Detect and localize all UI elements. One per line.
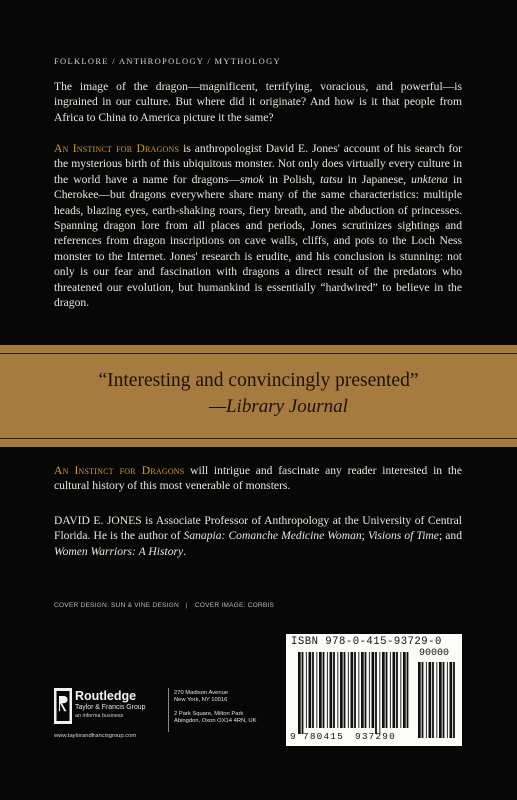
book-reference: Women Warriors: A History — [54, 544, 184, 558]
barcode-digit-lead: 9 — [290, 731, 297, 742]
book-title-highlight: An Instinct for Dragons — [54, 142, 180, 155]
barcode-bar — [316, 652, 317, 728]
barcode-bar — [302, 652, 304, 734]
barcode-bar — [365, 652, 367, 728]
barcode-bar — [327, 652, 328, 728]
book-reference: Sanapia: Comanche Medicine Woman — [183, 529, 362, 543]
barcode-bar — [443, 662, 445, 738]
barcode-bar — [426, 662, 427, 738]
book-title-highlight: An Instinct for Dragons — [54, 464, 185, 477]
barcode-bar — [418, 662, 421, 738]
price-code: 90000 — [419, 648, 450, 659]
review-source: —Library Journal — [209, 396, 348, 417]
publisher-url[interactable]: www.taylorandfrancisgroup.com — [54, 733, 137, 739]
author-bio: DAVID E. JONES is Associate Professor of Anthropology at the University of Central Florida. He is the author of Sanapia: Comanche Medicine Woman; Visions of Time; and Women Warriors: A History. — [54, 514, 462, 558]
genre-label: FOLKLORE / ANTHROPOLOGY / MYTHOLOGY — [54, 56, 281, 66]
barcode-bar — [323, 652, 325, 728]
barcode-bar — [450, 662, 453, 738]
description-paragraph: An Instinct for Dragons is anthropologist David E. Jones' account of his search for the mysterious birth of this ubiquitous monster. Not only does virtually every culture in the world have a name for dragons—smok in Polish, tatsu in Japanese, unktena in Cherokee—but dragons everywhere share many of the same characteristics: multiple heads, blazing eyes, earth-shaking roars, fiery breath, and the abduction of princesses. Spanning dragon lore from all places and periods, Jones scrutinizes sightings and references from dragon inscriptions on cave walls, cliffs, and pots to the Loch Ness monster to the Internet. Jones' research is erudite, and his conclusion is stunning: not only is our fear and fascination with dragons a direct result of the predators who threatened our evolution, but humankind is essentially “hardwired” to believe in the dragon. — [54, 142, 462, 310]
barcode-bar — [439, 662, 442, 738]
closing-paragraph: An Instinct for Dragons will intrigue and fascinate any reader interested in the cultural history of this most venerable of monsters. — [54, 464, 462, 493]
barcode-bar — [369, 652, 370, 728]
barcode-bar — [436, 662, 437, 738]
barcode-bar — [447, 662, 448, 738]
barcode-bar — [400, 652, 401, 728]
cover-image-credit: COVER IMAGE: CORBIS — [194, 602, 275, 609]
barcode-bar — [379, 652, 380, 734]
book-reference: Visions of Time — [367, 529, 439, 543]
barcode-bar — [372, 652, 375, 728]
credit-separator: | — [185, 602, 188, 609]
publisher-group: Taylor & Francis Group — [75, 704, 146, 711]
barcode-bar — [375, 652, 377, 734]
publisher-address-uk: 2 Park Square, Milton Park Abingdon, Oxon OX14 4RN, UK — [174, 711, 257, 725]
review-quote: “Interesting and convincingly presented” — [98, 370, 419, 391]
barcode-bar — [351, 652, 354, 728]
barcode-bar — [386, 652, 388, 728]
barcode-bar — [403, 652, 406, 728]
barcode-bar — [298, 652, 301, 734]
routledge-logo-icon — [54, 688, 72, 724]
barcode-bar — [344, 652, 346, 728]
barcode-bar — [333, 652, 335, 728]
barcode-bar — [382, 652, 385, 728]
barcode-icon — [286, 634, 462, 746]
barcode-bar — [348, 652, 349, 728]
barcode-bar — [407, 652, 409, 728]
barcode-bar — [309, 652, 312, 728]
barcode-box — [286, 634, 462, 746]
barcode-bar — [354, 652, 356, 728]
publisher-address-us: 270 Madison Avenue New York, NY 10016 — [174, 690, 229, 704]
barcode-bar — [396, 652, 398, 728]
foreign-word: smok — [239, 172, 264, 186]
foreign-word: unktena — [411, 172, 448, 186]
publisher-divider — [168, 688, 169, 732]
isbn-label: ISBN 978-0-415-93729-0 — [291, 636, 442, 648]
barcode-bar — [361, 652, 364, 728]
publisher-name: Routledge — [75, 689, 137, 703]
foreign-word: tatsu — [320, 172, 343, 186]
barcode-bar — [312, 652, 314, 728]
barcode-bar — [432, 662, 434, 738]
barcode-bar — [393, 652, 396, 728]
barcode-bar — [330, 652, 333, 728]
barcode-bar — [337, 652, 338, 728]
band-rule-top — [0, 353, 517, 354]
barcode-bar — [453, 662, 455, 738]
barcode-bar — [390, 652, 391, 728]
intro-paragraph: The image of the dragon—magnificent, terrifying, voracious, and powerful—is ingrained in our culture. But where did it originate? And how is it that people from Africa to China to America picture it the same? — [54, 80, 462, 124]
barcode-bar — [306, 652, 307, 728]
barcode-bar — [319, 652, 322, 728]
cover-credits — [54, 602, 274, 609]
barcode-bar — [340, 652, 343, 728]
barcode-bar — [358, 652, 359, 728]
barcode-digits-left: 780415 — [303, 731, 344, 742]
barcode-bar — [422, 662, 424, 738]
publisher-tagline: an informa business — [75, 713, 124, 719]
cover-design-credit: COVER DESIGN: SUN & VINE DESIGN — [54, 602, 179, 609]
band-rule-bottom — [0, 438, 517, 439]
barcode-digits-right: 937290 — [355, 731, 396, 742]
barcode-bar — [429, 662, 432, 738]
